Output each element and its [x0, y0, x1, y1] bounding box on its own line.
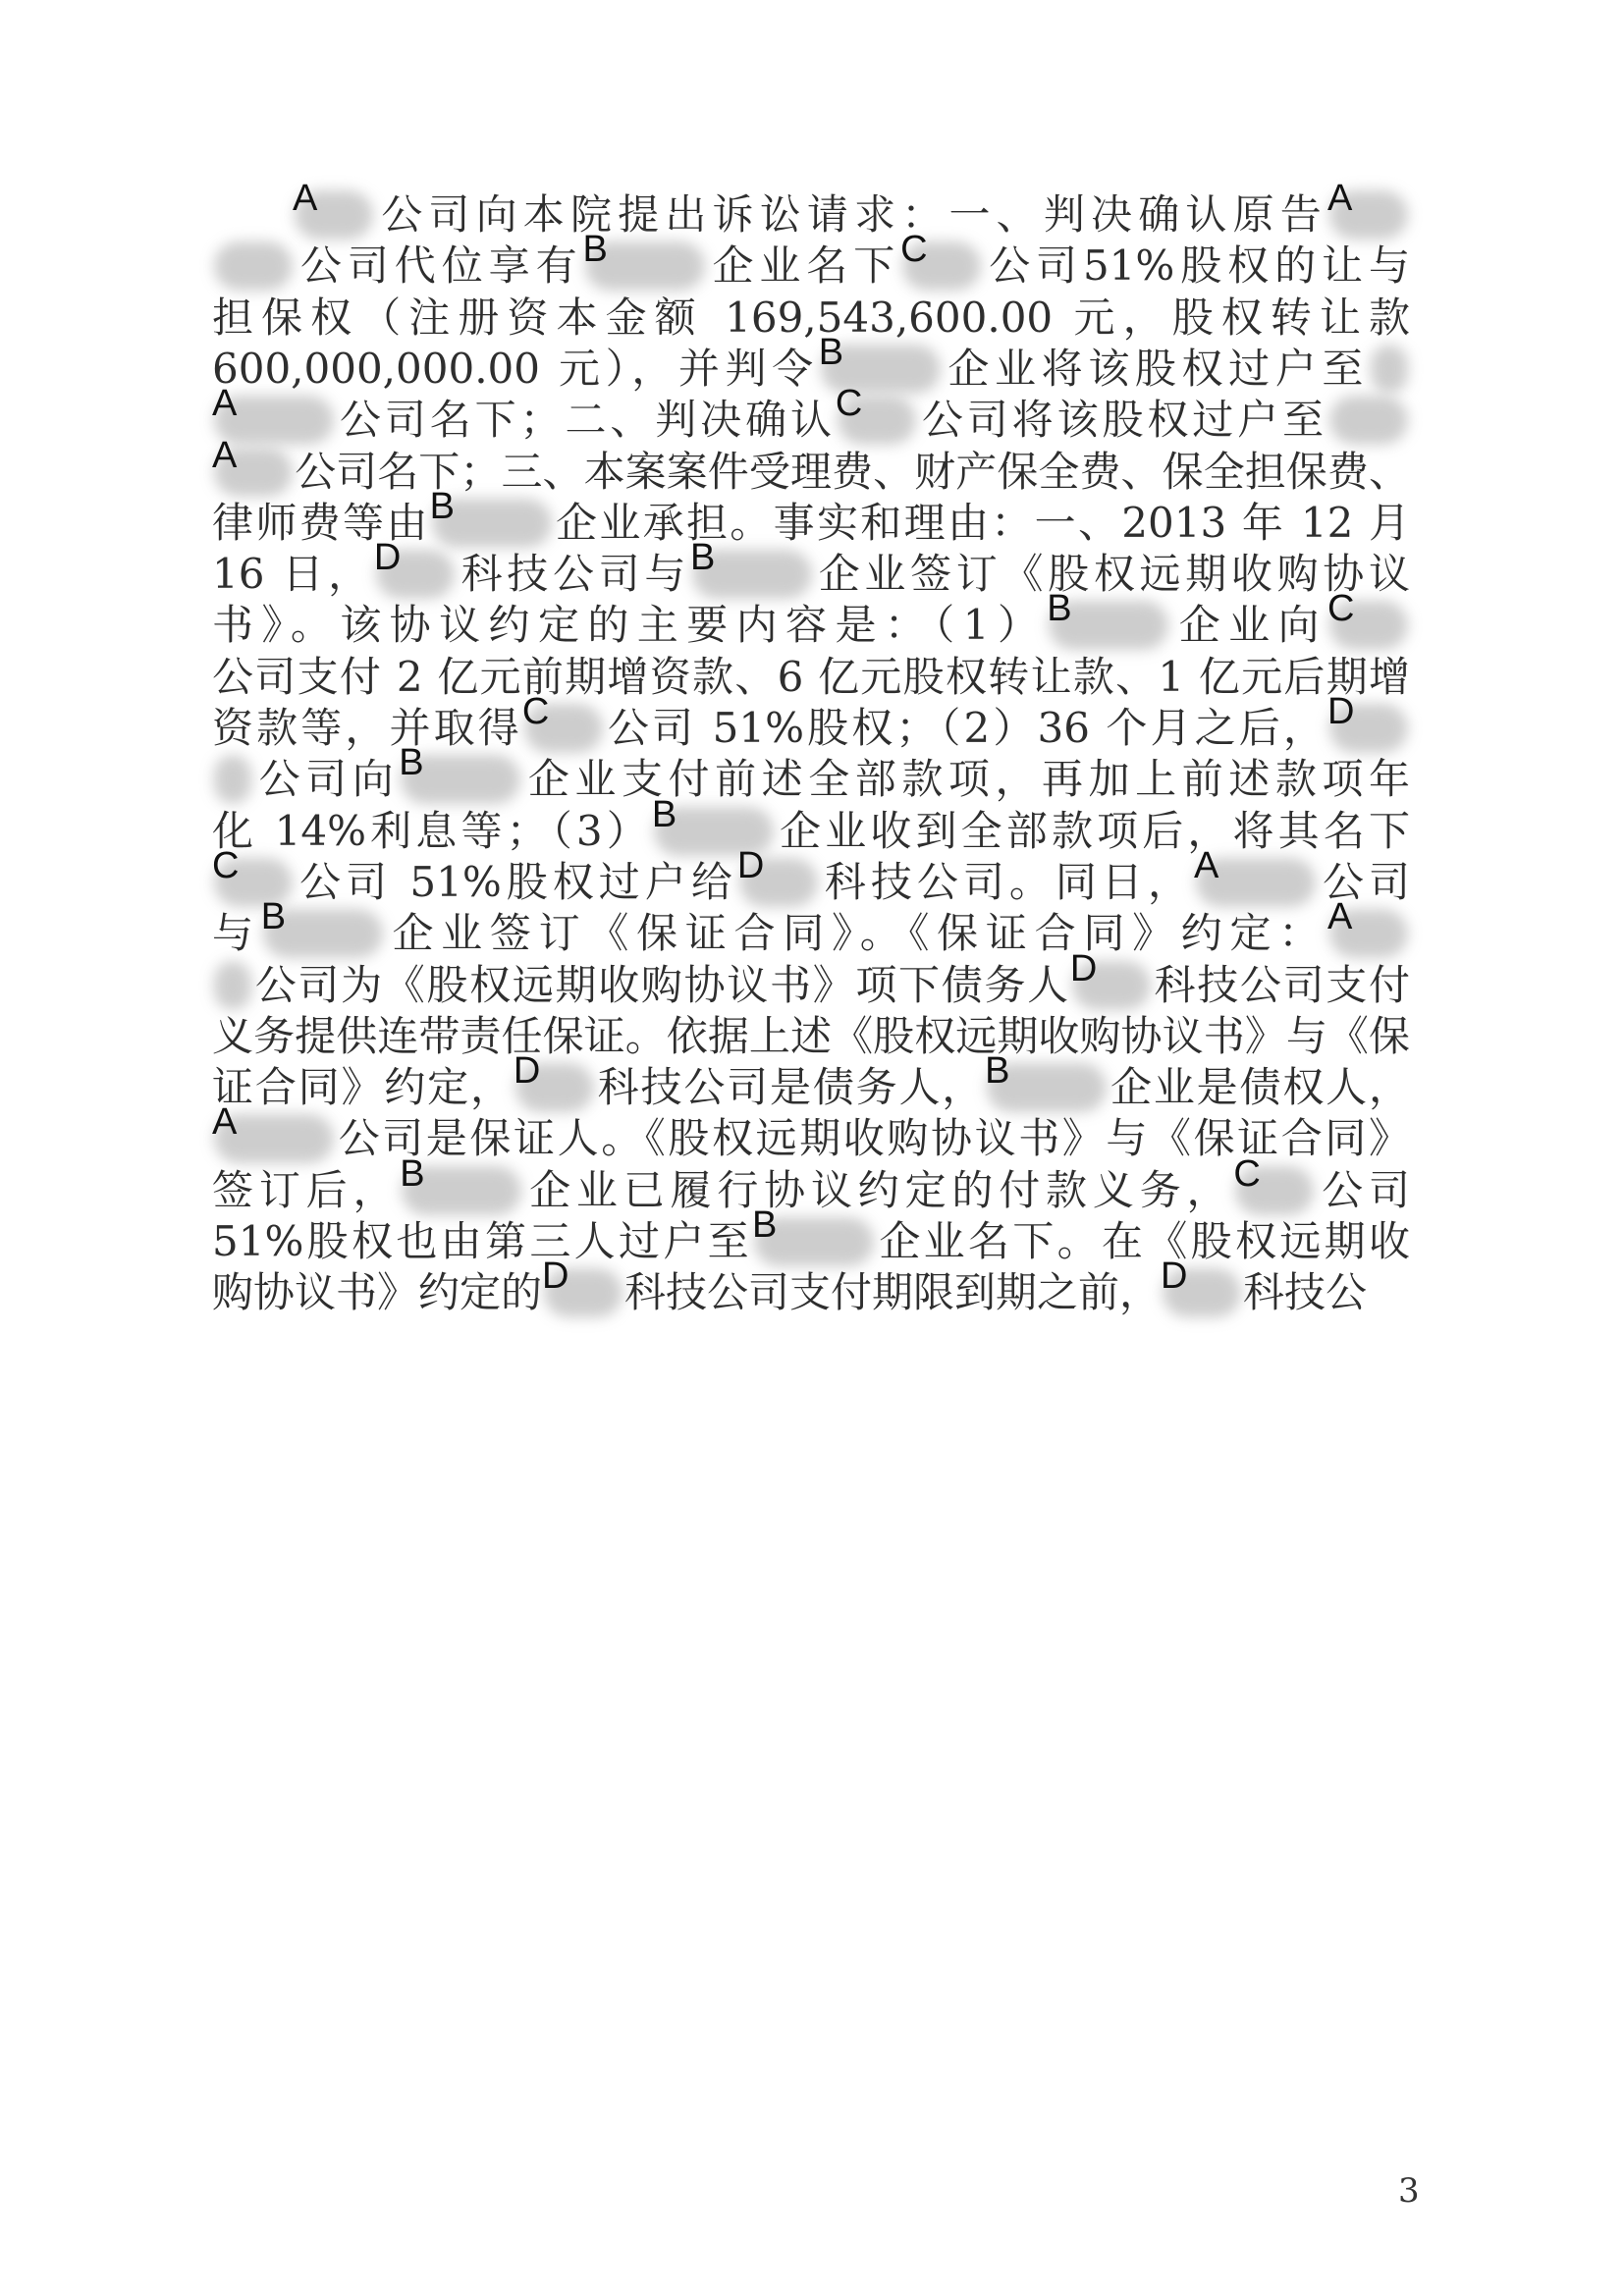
- text-segment: 资款等，并取得: [212, 704, 522, 752]
- party-label: D: [542, 1255, 569, 1298]
- party-label: D: [373, 537, 402, 579]
- text-segment: 公司向: [253, 755, 400, 804]
- text-segment: 公司名下；二、判决确认: [336, 396, 836, 445]
- text-segment: 16 日，: [212, 550, 374, 599]
- text-segment: 化 14%利息等；（3）: [212, 806, 652, 855]
- party-label: B: [400, 1152, 425, 1195]
- text-segment: 企业支付前述全部款项，再加上前述款项年: [522, 755, 1410, 804]
- page-number: 3: [1398, 2171, 1420, 2211]
- text-segment: 购协议书》约定的: [212, 1268, 543, 1317]
- text-line: [212, 1255, 1410, 1331]
- text-segment: 公司是保证人。《股权远期收购协议书》与《保证合同》: [336, 1114, 1410, 1163]
- text-segment: 科技公司支付期限到期之前，: [624, 1268, 1162, 1317]
- redacted-name: [1161, 1255, 1243, 1331]
- party-label: B: [582, 229, 608, 271]
- party-label: A: [212, 383, 238, 425]
- party-label: A: [212, 434, 238, 476]
- party-label: C: [1233, 1152, 1261, 1195]
- party-label: D: [1069, 947, 1098, 989]
- text-segment: 与: [212, 909, 261, 958]
- party-label: A: [212, 1101, 238, 1144]
- text-segment: 企业名下。在《股权远期收: [876, 1217, 1410, 1265]
- text-segment: 科技公司。同日，: [819, 857, 1194, 906]
- party-label: C: [1326, 588, 1355, 630]
- party-label: B: [651, 793, 677, 835]
- party-label: B: [260, 896, 287, 938]
- text-segment: 科技公司与: [456, 550, 691, 599]
- text-segment: 公司代位享有: [295, 241, 583, 291]
- text-segment: 签订后，: [212, 1165, 401, 1214]
- text-segment: 科技公司支付: [1152, 960, 1410, 1009]
- text-segment: 企业是债权人，: [1109, 1063, 1410, 1112]
- text-segment: 企业签订《股权远期收购协议: [814, 550, 1410, 599]
- redacted-name: [542, 1255, 624, 1331]
- party-label: A: [1327, 178, 1353, 219]
- text-segment: 公司51%股权的让与: [983, 241, 1410, 291]
- text-segment: 证合同》约定，: [212, 1063, 514, 1112]
- party-label: A: [1193, 844, 1219, 886]
- party-label: B: [1047, 588, 1072, 630]
- text-segment: 公司: [1317, 857, 1410, 906]
- party-label: C: [835, 383, 863, 425]
- party-label: D: [1161, 1255, 1188, 1298]
- party-label: D: [736, 844, 765, 886]
- party-label: A: [1326, 896, 1353, 938]
- text-segment: 公司 51%股权过户给: [295, 857, 737, 906]
- text-segment: 企业将该股权过户至: [942, 344, 1369, 393]
- text-segment: 51%股权也由第三人过户至: [212, 1217, 752, 1265]
- text-segment: 书》。该协议约定的主要内容是：（1）: [212, 601, 1048, 650]
- party-label: A: [293, 178, 318, 219]
- text-segment: 公司支付 2 亿元前期增资款、6 亿元股权转让款、1 亿元后期增: [212, 652, 1410, 701]
- text-segment: 公司: [1316, 1165, 1410, 1214]
- text-segment: 企业已履行协议约定的付款义务，: [523, 1165, 1234, 1214]
- text-segment: 公司为《股权远期收购协议书》项下债务人: [253, 960, 1070, 1009]
- party-label: B: [429, 485, 456, 527]
- party-label: D: [513, 1050, 541, 1093]
- text-segment: 企业向: [1170, 601, 1327, 650]
- text-segment: 担保权（注册资本金额 169,543,600.00 元，股权转让款: [212, 293, 1410, 342]
- party-label: B: [399, 742, 424, 784]
- party-label: B: [985, 1050, 1010, 1093]
- text-segment: 科技公司是债务人，: [595, 1063, 986, 1112]
- text-segment: 科技公: [1243, 1268, 1368, 1317]
- party-label: C: [212, 844, 240, 886]
- text-segment: 企业承担。事实和理由：一、2013 年 12 月: [553, 498, 1410, 547]
- text-segment: 律师费等由: [212, 498, 430, 547]
- party-label: D: [1327, 691, 1355, 732]
- party-label: C: [900, 229, 928, 271]
- party-label: B: [690, 537, 716, 579]
- party-label: B: [818, 331, 844, 373]
- text-segment: 公司名下；三、本案案件受理费、财产保全费、保全担保费、: [295, 447, 1410, 496]
- party-label: B: [752, 1204, 778, 1246]
- party-label: C: [521, 691, 550, 732]
- text-segment: 企业收到全部款项后，将其名下: [775, 806, 1410, 855]
- text-segment: 义务提供连带责任保证。依据上述《股权远期收购协议书》与《保: [212, 1011, 1410, 1060]
- text-segment: 公司 51%股权；（2）36 个月之后，: [604, 704, 1327, 752]
- text-segment: 公司将该股权过户至: [917, 396, 1327, 445]
- text-segment: 企业签订《保证合同》。《保证合同》约定：: [384, 909, 1327, 958]
- text-segment: 600,000,000.00 元），并判令: [212, 344, 819, 393]
- text-segment: 公司向本院提出诉讼请求：一、判决确认原告: [375, 190, 1327, 239]
- text-segment: 企业名下: [706, 241, 901, 291]
